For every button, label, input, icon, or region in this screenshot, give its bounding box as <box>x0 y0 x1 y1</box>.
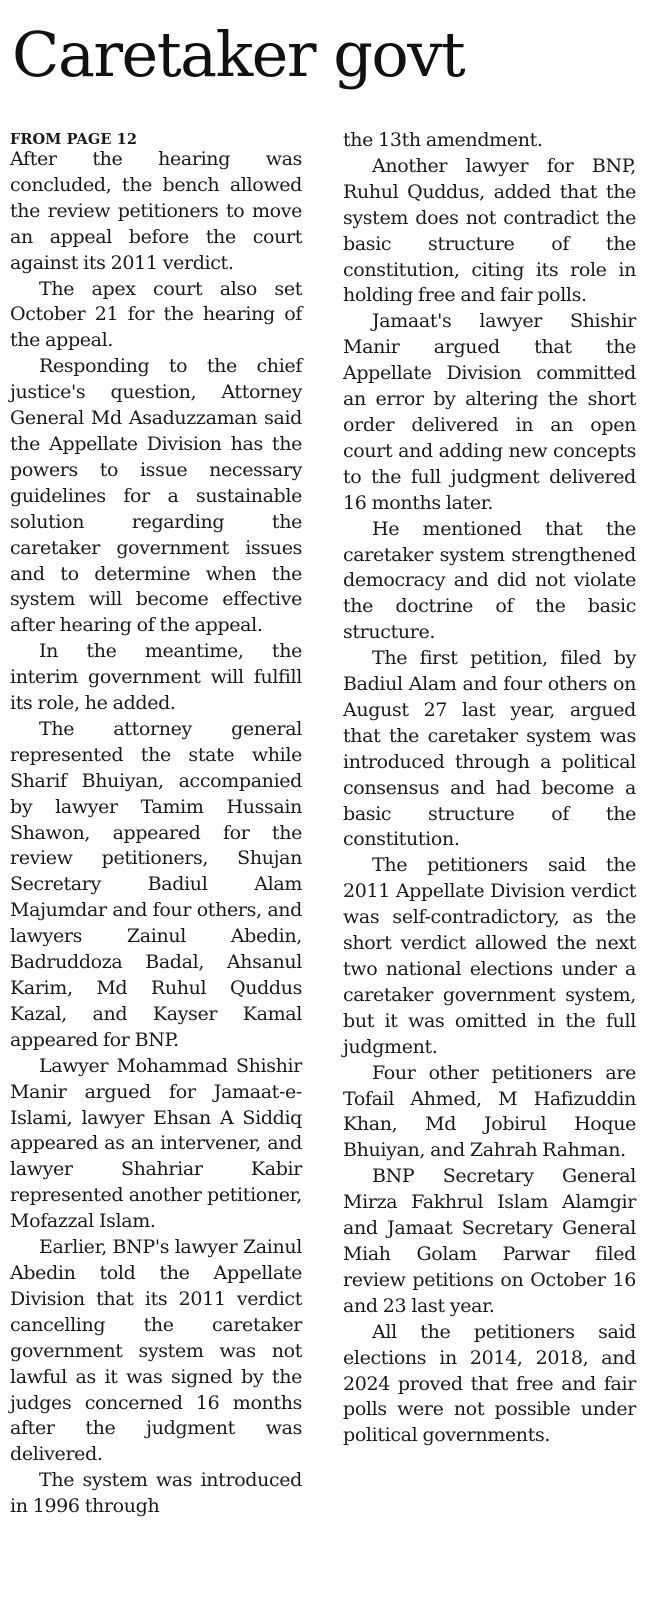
paragraph: The first petition, filed by Badiul Alam and four others on August 27 last year, argued that the caretaker system was introduced through a political consensus and had become a basic structure of the constitution. <box>343 647 636 851</box>
paragraph: The petitioners said the 2011 Appellate Division verdict was self-contradictory, as the short verdict allowed the next two national elections under a caretaker government system, but it was omitted in the full judgment. <box>343 854 636 1058</box>
paragraph: Another lawyer for BNP, Ruhul Quddus, added that the system does not contradict the basic structure of the constitution, citing its role in holding free and fair polls. <box>343 154 636 307</box>
paragraph: He mentioned that the caretaker system strengthened democracy and did not violate the doctrine of the basic structure. <box>343 517 636 644</box>
newspaper-clipping <box>0 18 649 1622</box>
paragraph: The system was introduced in 1996 through <box>10 1469 302 1518</box>
paragraph: Lawyer Mohammad Shishir Manir argued for Jamaat-e-Islami, lawyer Ehsan A Siddiq appeared as an intervener, and lawyer Shahriar Kabir represented another petitioner, Mofazzal Islam. <box>10 1054 302 1233</box>
paragraph: In the meantime, the interim government will fulfill its role, he added. <box>10 640 302 715</box>
paragraph: BNP Secretary General Mirza Fakhrul Islam Alamgir and Jamaat Secretary General Miah Golam Parwar filed review petitions on October 16 and 23 last year. <box>343 1165 636 1317</box>
paragraph-continuation: the 13th amendment. <box>343 129 543 151</box>
article-body <box>10 128 636 1520</box>
left-column <box>10 128 302 1520</box>
paragraph: Jamaat's lawyer Shishir Manir argued that the Appellate Division committed an error by altering the short order delivered in an open court and adding new concepts to the full judgment delivered 16 months later. <box>343 310 636 514</box>
paragraph: The attorney general represented the state while Sharif Bhuiyan, accompanied by lawyer Tamim Hussain Shawon, appeared for the review petitioners, Shujan Secretary Badiul Alam Majumdar and four others, and lawyers Zainul Abedin, Badruddoza Badal, Ahsanul Karim, Md Ruhul Quddus Kazal, and Kayser Kamal appeared for BNP. <box>10 717 302 1051</box>
paragraph: Earlier, BNP's lawyer Zainul Abedin told the Appellate Division that its 2011 verdict cancelling the caretaker government system was not lawful as it was signed by the judges concerned 16 months after the judgment was delivered. <box>10 1236 302 1466</box>
headline: Caretaker govt <box>12 18 465 91</box>
paragraph: After the hearing was concluded, the bench allowed the review petitioners to move an appeal before the court against its 2011 verdict. <box>10 148 302 274</box>
right-column <box>343 128 636 1520</box>
paragraph: All the petitioners said elections in 2014, 2018, and 2024 proved that free and fair polls were not possible under political governments. <box>343 1320 636 1447</box>
paragraph: Four other petitioners are Tofail Ahmed, M Hafizuddin Khan, Md Jobirul Hoque Bhuiyan, and Zahrah Rahman. <box>343 1061 636 1162</box>
paragraph: The apex court also set October 21 for the hearing of the appeal. <box>10 277 302 352</box>
continued-from-label: FROM PAGE 12 <box>10 131 138 148</box>
paragraph: Responding to the chief justice's question, Attorney General Md Asaduzzaman said the Appellate Division has the powers to issue necessary guidelines for a sustainable solution regarding the caretaker government issues and to determine when the system will become effective after hearing of the appeal. <box>10 355 302 637</box>
